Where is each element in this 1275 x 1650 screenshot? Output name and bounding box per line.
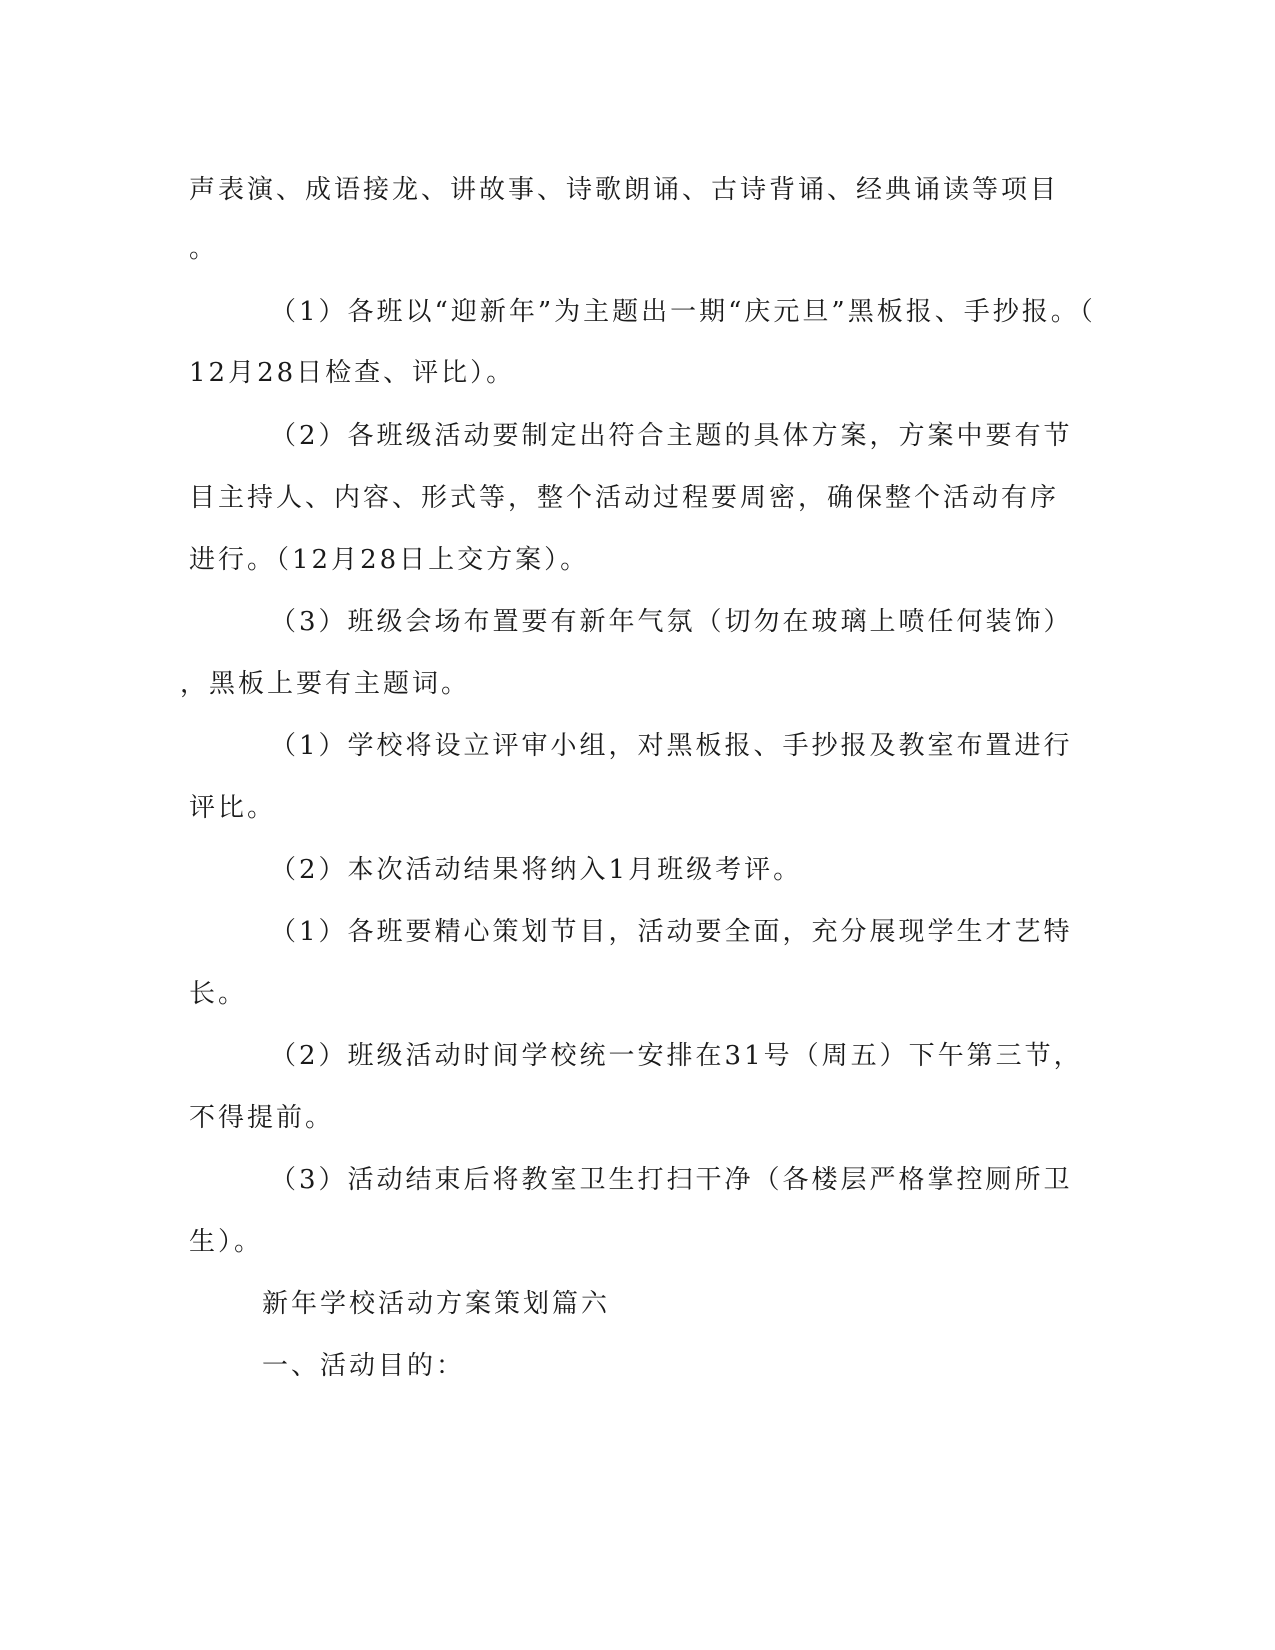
paragraph-line: 目主持人、内容、形式等，整个活动过程要周密，确保整个活动有序: [189, 483, 1060, 513]
section-heading: 新年学校活动方案策划篇六: [262, 1289, 611, 1319]
paragraph-line: （1）各班以“迎新年”为主题出一期“庆元旦”黑板报、手抄报。（: [270, 297, 1096, 327]
paragraph-line: （2）各班级活动要制定出符合主题的具体方案，方案中要有节: [270, 421, 1073, 451]
paragraph-line: （1）学校将设立评审小组，对黑板报、手抄报及教室布置进行: [270, 731, 1073, 761]
paragraph-line: 不得提前。: [189, 1103, 335, 1133]
paragraph-line: 声表演、成语接龙、讲故事、诗歌朗诵、古诗背诵、经典诵读等项目: [189, 175, 1060, 205]
paragraph-line: （2）本次活动结果将纳入1月班级考评。: [270, 855, 803, 885]
paragraph-line: （1）各班要精心策划节目，活动要全面，充分展现学生才艺特: [270, 917, 1073, 947]
paragraph-line: 评比。: [189, 793, 277, 823]
paragraph-line: ，黑板上要有主题词。: [180, 669, 471, 699]
paragraph-line: 长。: [189, 979, 248, 1009]
paragraph-line: 12月28日检查、评比）。: [189, 358, 516, 388]
paragraph-line: （2）班级活动时间学校统一安排在31号（周五）下午第三节，: [270, 1041, 1083, 1071]
paragraph-line: （3）活动结束后将教室卫生打扫干净（各楼层严格掌控厕所卫: [270, 1165, 1073, 1195]
paragraph-line: （3）班级会场布置要有新年气氛（切勿在玻璃上喷任何装饰）: [270, 607, 1073, 637]
subsection-heading: 一、活动目的：: [262, 1351, 466, 1381]
paragraph-line: 。: [189, 234, 219, 264]
paragraph-line: 进行。（12月28日上交方案）。: [189, 545, 590, 575]
paragraph-line: 生）。: [189, 1227, 264, 1257]
